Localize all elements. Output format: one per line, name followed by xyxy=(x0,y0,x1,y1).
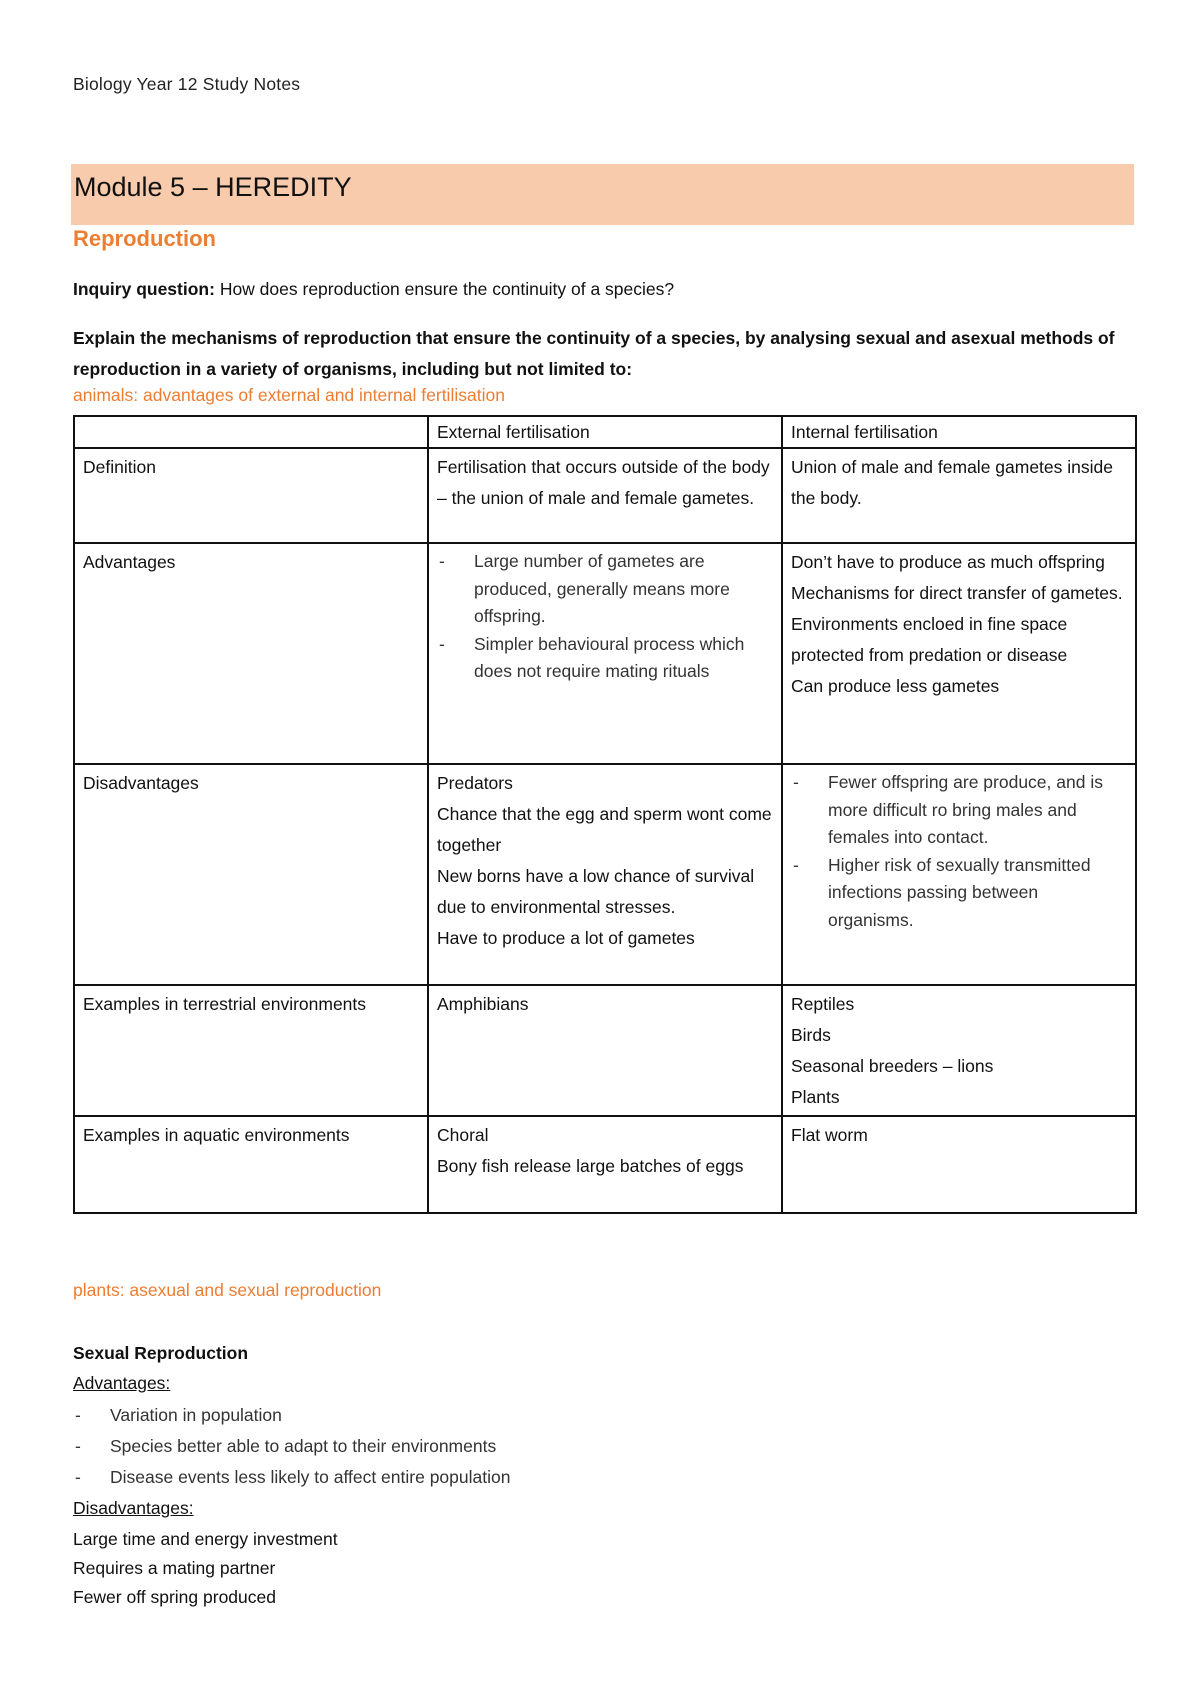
cell-line: Mechanisms for direct transfer of gametes. xyxy=(791,583,1123,603)
list-item: - Higher risk of sexually transmitted infections passing between organisms. xyxy=(791,852,1127,935)
list-item: - Disease events less likely to affect entire population xyxy=(73,1462,873,1493)
cell-line: Have to produce a lot of gametes xyxy=(437,928,695,948)
cell-line: Choral xyxy=(437,1125,489,1145)
cell-line: Predators xyxy=(437,773,513,793)
table-row xyxy=(74,764,1136,985)
list-item: - Fewer offspring are produce, and is more difficult ro bring males and females into contact. xyxy=(791,769,1127,852)
inquiry-label: Inquiry question: xyxy=(73,279,215,299)
table-row xyxy=(74,985,1136,1116)
table-header-cell: External fertilisation xyxy=(428,416,782,448)
row-label: Disadvantages xyxy=(74,764,428,985)
cell-line: Plants xyxy=(791,1087,840,1107)
list-item: Fewer off spring produced xyxy=(73,1587,276,1607)
cell-line: Reptiles xyxy=(791,994,855,1014)
table-cell: Fertilisation that occurs outside of the body – the union of male and female gametes. xyxy=(428,448,782,543)
table-cell xyxy=(428,764,782,985)
row-label: Advantages xyxy=(74,543,428,764)
table-header-row xyxy=(74,416,1136,448)
table-cell: Amphibians xyxy=(428,985,782,1116)
table-cell: Flat worm xyxy=(782,1116,1136,1213)
inquiry-text: How does reproduction ensure the continuity of a species? xyxy=(214,279,675,299)
table-cell: Union of male and female gametes inside the body. xyxy=(782,448,1136,543)
advantages-list xyxy=(73,1400,873,1493)
cell-line: New borns have a low chance of survival due to environmental stresses. xyxy=(437,866,755,917)
row-label: Examples in aquatic environments xyxy=(74,1116,428,1213)
disadvantages-list xyxy=(73,1525,338,1612)
list-item: - Variation in population xyxy=(73,1400,873,1431)
section-heading: Reproduction xyxy=(73,226,216,251)
plants-subheading: plants: asexual and sexual reproduction xyxy=(73,1280,382,1300)
advantages-label: Advantages: xyxy=(73,1373,171,1393)
running-header: Biology Year 12 Study Notes xyxy=(73,74,301,94)
table-cell xyxy=(782,543,1136,764)
row-label: Examples in terrestrial environments xyxy=(74,985,428,1116)
list-item: Requires a mating partner xyxy=(73,1558,276,1578)
dash-list xyxy=(437,548,773,686)
syllabus-outcome: Explain the mechanisms of reproduction that ensure the continuity of a species, by analysing sexual and asexual methods of reproduction in a variety of organisms, including but not limited to: xyxy=(73,328,1115,379)
table-cell xyxy=(428,543,782,764)
cell-line: Seasonal breeders – lions xyxy=(791,1056,994,1076)
module-banner xyxy=(71,164,1134,225)
cell-line: Chance that the egg and sperm wont come together xyxy=(437,804,772,855)
cell-line: Bony fish release large batches of eggs xyxy=(437,1156,744,1176)
fertilisation-table xyxy=(73,415,1137,1214)
module-title: Module 5 – HEREDITY xyxy=(74,172,352,202)
table-header-cell: Internal fertilisation xyxy=(782,416,1136,448)
table-row xyxy=(74,448,1136,543)
table-cell xyxy=(782,985,1136,1116)
table-cell xyxy=(782,764,1136,985)
cell-line: Birds xyxy=(791,1025,831,1045)
sexual-reproduction-heading: Sexual Reproduction xyxy=(73,1343,249,1363)
cell-line: Can produce less gametes xyxy=(791,676,1000,696)
list-item: Large time and energy investment xyxy=(73,1529,338,1549)
list-item: - Large number of gametes are produced, generally means more offspring. xyxy=(437,548,773,631)
dash-list xyxy=(791,769,1127,934)
table-row xyxy=(74,543,1136,764)
disadvantages-label: Disadvantages: xyxy=(73,1498,194,1518)
table-row xyxy=(74,1116,1136,1213)
animals-subheading: animals: advantages of external and internal fertilisation xyxy=(73,385,505,405)
inquiry-question xyxy=(73,279,674,300)
cell-line: Don’t have to produce as much offspring xyxy=(791,552,1105,572)
table-cell xyxy=(428,1116,782,1213)
table-header-cell xyxy=(74,416,428,448)
list-item: - Simpler behavioural process which does not require mating rituals xyxy=(437,631,773,686)
list-item: - Species better able to adapt to their environments xyxy=(73,1431,873,1462)
row-label: Definition xyxy=(74,448,428,543)
cell-line: Environments encloed in fine space protected from predation or disease xyxy=(791,614,1068,665)
